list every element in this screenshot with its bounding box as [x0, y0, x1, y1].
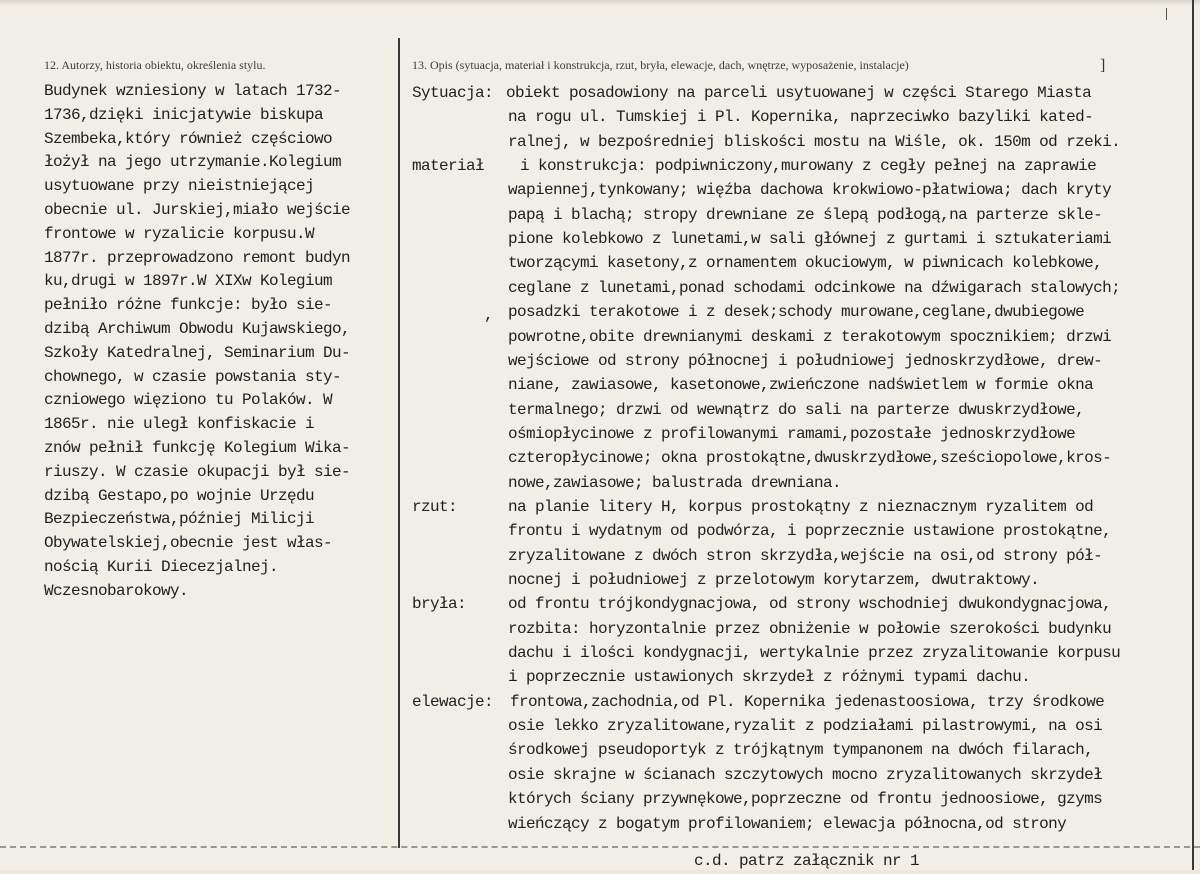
history-line: Wczesnobarokowy. [44, 581, 189, 600]
description-text: i poprzecznie ustawionych skrzydeł z różnymi typami dachu. [508, 668, 1031, 687]
history-line: znów pełnił funkcję Kolegium Wika- [44, 438, 351, 457]
history-text-block [44, 80, 350, 604]
description-text: nocnej i południowej z przelotowym korytarzem, dwutraktowy. [508, 571, 1040, 589]
description-line [412, 715, 1192, 739]
description-text: czteropłycinowe; okna prostokątne,dwuskrzydłowe,sześciopolowe,kros- [508, 449, 1112, 468]
description-line [412, 399, 1192, 423]
history-line: Szkoły Katedralnej, Seminarium Du- [44, 343, 351, 362]
description-line [412, 326, 1192, 350]
description-text: ośmiopłycinowe z profilowanymi ramami,pozostałe jednoskrzydłowe [508, 424, 1076, 443]
description-text: wieńczący z bogatym profilowaniem; elewacja północna,od strony [508, 814, 1067, 833]
description-text: od frontu trójkondygnacjowa, od strony wschodniej dwukondygnacjowa, [508, 595, 1112, 614]
description-text: zryzalitowane z dwóch stron skrzydła,wejście na osi,od strony pół- [508, 546, 1103, 565]
description-line [412, 813, 1192, 837]
description-text: których ściany przywnękowe,poprzeczne od frontu jednoosiowe, gzyms [508, 790, 1103, 809]
description-text: ceglane z lunetami,ponad schodami odcinkowe na dźwigarach stalowych; [508, 278, 1121, 297]
description-line [412, 155, 1192, 179]
description-text: frontu i wydatnym od podwórza, i poprzecznie ustawione prostokątne, [508, 522, 1112, 541]
description-line [412, 642, 1192, 666]
description-text: i konstrukcja: podpiwniczony,murowany z cegły pełnej na zaprawie [520, 157, 1097, 176]
description-text: posadzki terakotowe i z desek;schody murowane,ceglane,dwubiegowe [508, 303, 1085, 322]
description-text: osie skrajne w ścianach szczytowych mocno zryzalitowanych skrzydeł [508, 765, 1103, 784]
description-line [412, 447, 1192, 471]
description-text: rozbita: horyzontalnie przez obniżenie w połowie szerokości budynku [508, 619, 1112, 638]
description-text: papą i blachą; stropy drewniane ze ślepą podłogą,na parterze skle- [508, 205, 1103, 224]
description-line [412, 374, 1192, 398]
description-line [412, 301, 1192, 325]
continuation-note: c.d. patrz załącznik nr 1 [694, 852, 920, 870]
section-label: rzut: [412, 497, 458, 516]
section-label: elewacje: [412, 692, 494, 711]
description-line [412, 618, 1192, 642]
description-text: na planie litery H, korpus prostokątny z nieznacznym ryzalitem od [508, 497, 1094, 516]
history-line: ku,drugi w 1897r.W XIXw Kolegium [44, 272, 333, 291]
description-line [412, 350, 1192, 374]
description-line [412, 106, 1192, 130]
bracket-mark: ] [1100, 57, 1106, 74]
description-text: pione kolebkowo z lunetami,w sali głównej z gurtami i sztukateriami [508, 230, 1112, 249]
history-line: pełniło różne funkcje: było sie- [44, 296, 333, 315]
description-text: dachu i ilości kondygnacji, wertykalnie przez zryzalitowanie korpusu [508, 644, 1121, 663]
description-line [412, 131, 1192, 155]
description-text: niane, zawiasowe, kasetonowe,zwieńczone nadświetlem w formie okna [508, 376, 1094, 395]
description-line [412, 545, 1192, 569]
history-line: 1877r. przeprowadzono remont budyn [44, 248, 351, 267]
description-line [412, 204, 1192, 228]
description-text: wapiennej,tynkowany; więźba dachowa krokwiowo-płatwiowa; dach kryty [508, 181, 1112, 200]
description-text: termalnego; drzwi od wewnątrz do sali na parterze dwuskrzydłowe, [508, 400, 1085, 419]
history-line: obecnie ul. Jurskiej,miało wejście [44, 200, 351, 219]
description-line [412, 472, 1192, 496]
history-line: 1865r. nie uległ konfiskacie i [44, 415, 315, 434]
history-line: dzibą Gestapo,po wojnie Urzędu [44, 486, 315, 505]
description-text: ralnej, w bezpośredniej bliskości mostu na Wiśle, ok. 150m od rzeki. [508, 132, 1121, 151]
description-text: nowe,zawiasowe; balustrada drewniana. [508, 473, 842, 492]
history-line: 1736,dzięki inicjatywie biskupa [44, 105, 324, 124]
description-line [412, 520, 1192, 544]
description-line [412, 788, 1192, 812]
description-line [412, 252, 1192, 276]
history-line: Szembeka,który również częściowo [44, 129, 333, 148]
description-text: środkowej pseudoportyk z trójkątnym tympanonem na dwóch filarach, [508, 741, 1094, 760]
section-label: materiał [412, 157, 485, 176]
description-text: frontowa,zachodnia,od Pl. Kopernika jedenastoosiowa, trzy środkowe [510, 692, 1105, 711]
description-line [412, 569, 1192, 593]
description-text: powrotne,obite drewnianymi deskami z terakotowym spocznikiem; drzwi [508, 327, 1112, 346]
description-line [412, 496, 1192, 520]
history-line: Obywatelskiej,obecnie jest włas- [44, 534, 333, 553]
stray-comma: , [484, 306, 494, 324]
section-label: bryła: [412, 595, 467, 614]
history-line: czniowego więziono tu Polaków. W [44, 391, 333, 410]
description-line [412, 739, 1192, 763]
description-line [412, 666, 1192, 690]
column-divider [398, 38, 400, 848]
description-text: tworzącymi kasetony,z ornamentem okuciowym, w piwnicach kolebkowe, [508, 254, 1103, 273]
description-text: wejściowe od strony północnej i południowej jednoskrzydłowe, drew- [508, 351, 1103, 370]
description-line [412, 593, 1192, 617]
description-text: osie lekko zryzalitowane,ryzalit z podziałami pilastrowymi, na osi [508, 717, 1103, 736]
history-line: chownego, w czasie powstania sty- [44, 367, 342, 386]
history-line: nością Kurii Diecezjalnej. [44, 557, 279, 576]
description-line [412, 82, 1192, 106]
section-13-heading: 13. Opis (sytuacja, materiał i konstrukcja, rzut, bryła, elewacje, dach, wnętrze, wyposażenie, instalacje) [412, 58, 909, 72]
description-line [412, 277, 1192, 301]
description-text-block [412, 82, 1192, 852]
section-12-heading: 12. Autorzy, historia obiektu, określenia stylu. [44, 58, 266, 72]
history-line: usytuowane przy nieistniejącej [44, 177, 315, 196]
description-line [412, 764, 1192, 788]
right-border [1192, 0, 1194, 870]
history-line: łożył na jego utrzymanie.Kolegium [44, 153, 342, 172]
description-line [412, 228, 1192, 252]
description-line [412, 179, 1192, 203]
history-line: Bezpieczeństwa,później Milicji [44, 510, 315, 529]
description-line [412, 691, 1192, 715]
top-edge [0, 0, 1200, 6]
description-text: obiekt posadowiony na parceli usytuowanej w części Starego Miasta [506, 84, 1092, 102]
description-line [412, 423, 1192, 447]
history-line: dzibą Archiwum Obwodu Kujawskiego, [44, 319, 351, 338]
section-label: Sytuacja: [412, 84, 494, 102]
history-line: riuszy. W czasie okupacji był sie- [44, 462, 351, 481]
corner-mark [1166, 8, 1167, 20]
bottom-perforation [0, 846, 1200, 848]
description-text: na rogu ul. Tumskiej i Pl. Kopernika, naprzeciwko bazyliki kated- [508, 108, 1094, 127]
history-line: Budynek wzniesiony w latach 1732- [44, 82, 342, 100]
history-line: frontowe w ryzalicie korpusu.W [44, 224, 315, 243]
